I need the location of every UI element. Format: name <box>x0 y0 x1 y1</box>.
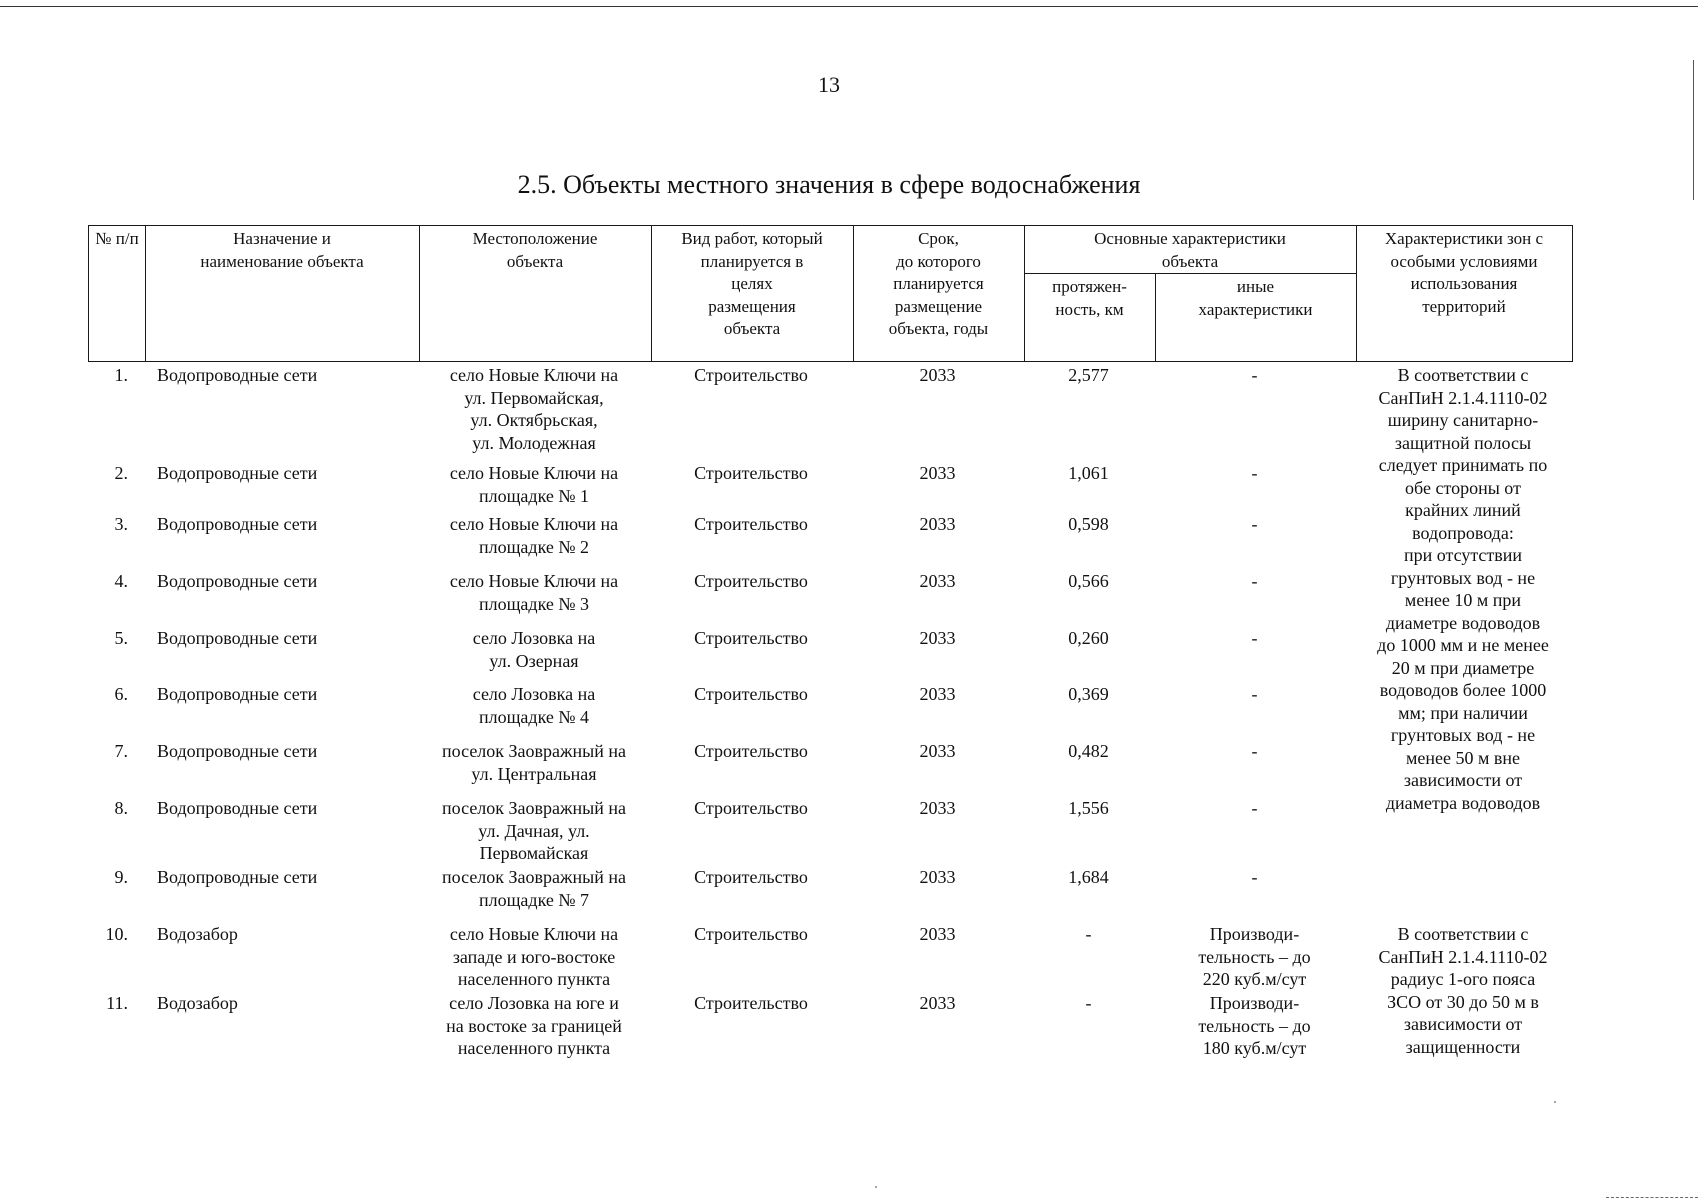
cell-length: 1,684 <box>1068 867 1109 887</box>
cell-location: село Лозовка на площадке № 4 <box>472 684 596 727</box>
cell-name: Водопроводные сети <box>157 628 318 648</box>
cell-num: 11. <box>106 993 128 1013</box>
cell-num: 7. <box>114 741 128 761</box>
cell-other: - <box>1251 365 1258 385</box>
cell-num: 4. <box>114 571 128 591</box>
cell-name: Водопроводные сети <box>157 463 318 483</box>
cell-location: село Новые Ключи на западе и юго-востоке населенного пункта <box>449 924 619 989</box>
header-num: № п/п <box>95 229 139 248</box>
cell-location: поселок Заовражный на ул. Центральная <box>442 741 626 784</box>
cell-location: село Лозовка на ул. Озерная <box>472 628 596 671</box>
scan-right-edge <box>1693 60 1694 200</box>
cell-location: поселок Заовражный на ул. Дачная, ул. Первомайская <box>442 798 626 863</box>
cell-num: 5. <box>114 628 128 648</box>
cell-other: - <box>1251 571 1258 591</box>
header-work-type: Вид работ, который планируется в целях размещения объекта <box>681 229 823 338</box>
header-zones: Характеристики зон с особыми условиями использования территорий <box>1384 229 1544 316</box>
cell-name: Водопроводные сети <box>157 571 318 591</box>
cell-year: 2033 <box>919 741 956 761</box>
header-main-characteristics: Основные характеристики объекта <box>1094 229 1286 271</box>
cell-work-type: Строительство <box>694 571 808 591</box>
cell-length: 1,061 <box>1068 463 1109 483</box>
cell-other: - <box>1251 798 1258 818</box>
cell-location: село Новые Ключи на площадке № 2 <box>449 514 619 557</box>
cell-other: - <box>1251 514 1258 534</box>
zones-networks-text: В соответствии с СанПиН 2.1.4.1110-02 ширину санитарно- защитной полосы следует принимать по обе стороны от крайних линий водопровода: при отсутствии грунтовых вод - не менее 10 м при диаметре водоводов до 1000 мм и не менее 20 м при диаметре водоводов более 1000 мм; при наличии грунтовых вод - не менее 50 м вне зависимости от диаметра водоводов <box>1377 365 1549 813</box>
cell-work-type: Строительство <box>694 924 808 944</box>
cell-other: - <box>1251 463 1258 483</box>
cell-length: 1,556 <box>1068 798 1109 818</box>
cell-num: 6. <box>114 684 128 704</box>
scan-top-rule <box>0 6 1698 7</box>
cell-work-type: Строительство <box>694 628 808 648</box>
cell-location: село Новые Ключи на площадке № 1 <box>449 463 619 506</box>
cell-name: Водозабор <box>157 924 238 944</box>
header-location: Местоположение объекта <box>472 229 598 271</box>
cell-num: 9. <box>114 867 128 887</box>
header-name: Назначение и наименование объекта <box>200 229 364 271</box>
cell-year: 2033 <box>919 365 956 385</box>
cell-other: - <box>1251 628 1258 648</box>
scan-speck <box>1554 1101 1556 1103</box>
cell-year: 2033 <box>919 514 956 534</box>
cell-work-type: Строительство <box>694 463 808 483</box>
cell-location: поселок Заовражный на площадке № 7 <box>442 867 626 910</box>
cell-length: 0,482 <box>1068 741 1109 761</box>
cell-year: 2033 <box>919 867 956 887</box>
cell-name: Водопроводные сети <box>157 741 318 761</box>
cell-num: 2. <box>114 463 128 483</box>
cell-length: 0,369 <box>1068 684 1109 704</box>
cell-name: Водозабор <box>157 993 238 1013</box>
scan-speck <box>875 1186 877 1188</box>
cell-other: - <box>1251 684 1258 704</box>
cell-location: село Лозовка на юге и на востоке за границей населенного пункта <box>446 993 622 1058</box>
cell-length: 2,577 <box>1068 365 1109 385</box>
cell-work-type: Строительство <box>694 514 808 534</box>
cell-location: село Новые Ключи на площадке № 3 <box>449 571 619 614</box>
cell-num: 10. <box>105 924 128 944</box>
cell-num: 8. <box>114 798 128 818</box>
cell-other: Производи- тельность – до 180 куб.м/сут <box>1198 993 1311 1058</box>
page-number: 13 <box>818 72 840 97</box>
cell-location: село Новые Ключи на ул. Первомайская, ул. Октябрьская, ул. Молодежная <box>449 365 619 453</box>
cell-name: Водопроводные сети <box>157 365 318 385</box>
header-length: протяжен- ность, км <box>1052 277 1127 319</box>
cell-length: 0,260 <box>1068 628 1109 648</box>
cell-year: 2033 <box>919 463 956 483</box>
cell-num: 1. <box>114 365 128 385</box>
cell-name: Водопроводные сети <box>157 798 318 818</box>
cell-year: 2033 <box>919 924 956 944</box>
page-title: 2.5. Объекты местного значения в сфере водоснабжения <box>517 170 1141 199</box>
cell-other: Производи- тельность – до 220 куб.м/сут <box>1198 924 1311 989</box>
cell-name: Водопроводные сети <box>157 514 318 534</box>
cell-length: 0,598 <box>1068 514 1109 534</box>
cell-other: - <box>1251 867 1258 887</box>
cell-work-type: Строительство <box>694 867 808 887</box>
cell-num: 3. <box>114 514 128 534</box>
cell-year: 2033 <box>919 993 956 1013</box>
zones-intakes-text: В соответствии с СанПиН 2.1.4.1110-02 радиус 1-ого пояса ЗСО от 30 до 50 м в зависимости от защищенности <box>1378 924 1548 1057</box>
cell-work-type: Строительство <box>694 684 808 704</box>
cell-name: Водопроводные сети <box>157 684 318 704</box>
cell-year: 2033 <box>919 628 956 648</box>
cell-length: - <box>1085 993 1092 1013</box>
cell-work-type: Строительство <box>694 798 808 818</box>
cell-length: - <box>1085 924 1092 944</box>
cell-year: 2033 <box>919 684 956 704</box>
cell-other: - <box>1251 741 1258 761</box>
header-other: иные характеристики <box>1198 277 1313 319</box>
table-header <box>88 225 1573 362</box>
cell-work-type: Строительство <box>694 741 808 761</box>
cell-year: 2033 <box>919 571 956 591</box>
cell-year: 2033 <box>919 798 956 818</box>
cell-work-type: Строительство <box>694 993 808 1013</box>
cell-name: Водопроводные сети <box>157 867 318 887</box>
cell-work-type: Строительство <box>694 365 808 385</box>
cell-length: 0,566 <box>1068 571 1109 591</box>
scan-bottom-rule <box>1606 1197 1698 1198</box>
header-deadline: Срок, до которого планируется размещение объекта, годы <box>888 229 989 338</box>
